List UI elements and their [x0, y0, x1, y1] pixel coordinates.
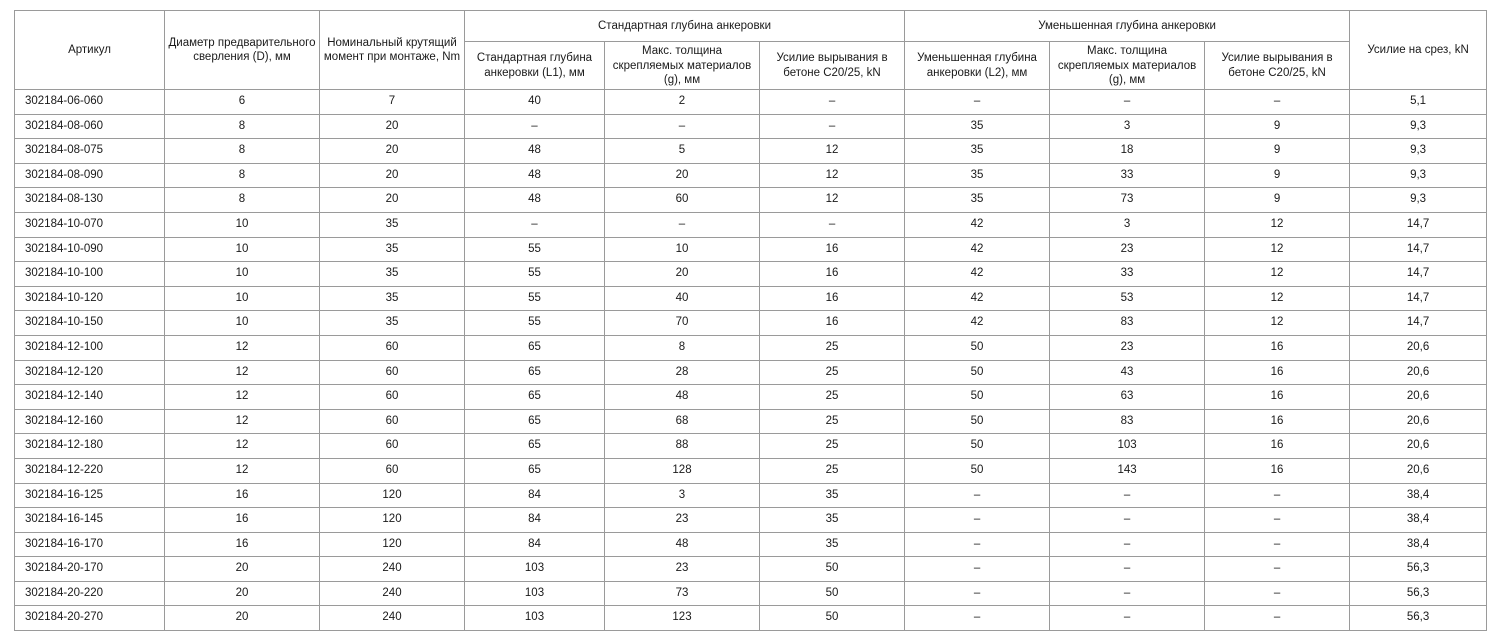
cell-value: –	[905, 581, 1050, 606]
cell-value: 240	[320, 606, 465, 631]
header-row-groups	[15, 11, 1487, 42]
cell-value: 55	[465, 311, 605, 336]
cell-value: 14,7	[1350, 286, 1487, 311]
cell-article: 302184-10-150	[15, 311, 165, 336]
cell-value: 9,3	[1350, 188, 1487, 213]
cell-value: 12	[165, 360, 320, 385]
cell-value: 70	[605, 311, 760, 336]
cell-value: 60	[320, 458, 465, 483]
cell-value: 12	[165, 335, 320, 360]
cell-value: 20,6	[1350, 409, 1487, 434]
cell-value: 8	[605, 335, 760, 360]
cell-value: 28	[605, 360, 760, 385]
cell-value: –	[1205, 606, 1350, 631]
cell-value: 12	[1205, 311, 1350, 336]
cell-value: 9	[1205, 139, 1350, 164]
cell-value: 12	[165, 458, 320, 483]
cell-value: 35	[320, 212, 465, 237]
cell-value: 88	[605, 434, 760, 459]
cell-value: 25	[760, 434, 905, 459]
cell-value: 10	[165, 311, 320, 336]
cell-value: 25	[760, 335, 905, 360]
column-header-article: Артикул	[15, 11, 165, 90]
cell-value: 65	[465, 385, 605, 410]
cell-value: 42	[905, 286, 1050, 311]
cell-value: 60	[320, 434, 465, 459]
cell-value: 42	[905, 311, 1050, 336]
cell-value: 25	[760, 385, 905, 410]
cell-value: 43	[1050, 360, 1205, 385]
cell-value: 25	[760, 458, 905, 483]
cell-value: 240	[320, 581, 465, 606]
cell-value: 60	[320, 335, 465, 360]
cell-value: 10	[165, 286, 320, 311]
cell-value: 42	[905, 237, 1050, 262]
cell-value: 16	[1205, 458, 1350, 483]
cell-value: 55	[465, 237, 605, 262]
cell-value: 35	[905, 114, 1050, 139]
cell-value: 83	[1050, 409, 1205, 434]
cell-value: 20	[320, 163, 465, 188]
cell-value: 16	[760, 237, 905, 262]
cell-value: 103	[1050, 434, 1205, 459]
cell-value: 16	[1205, 385, 1350, 410]
cell-value: 16	[1205, 434, 1350, 459]
cell-value: 14,7	[1350, 311, 1487, 336]
cell-value: 48	[605, 532, 760, 557]
cell-value: 40	[465, 90, 605, 115]
cell-value: 50	[905, 335, 1050, 360]
cell-value: 10	[605, 237, 760, 262]
cell-value: –	[1205, 581, 1350, 606]
cell-value: 103	[465, 557, 605, 582]
cell-value: 20	[605, 163, 760, 188]
cell-value: 9,3	[1350, 139, 1487, 164]
cell-value: 55	[465, 286, 605, 311]
cell-value: 35	[905, 188, 1050, 213]
cell-article: 302184-12-140	[15, 385, 165, 410]
cell-article: 302184-12-120	[15, 360, 165, 385]
cell-article: 302184-12-100	[15, 335, 165, 360]
cell-article: 302184-10-100	[15, 262, 165, 287]
cell-value: 9	[1205, 114, 1350, 139]
cell-value: 123	[605, 606, 760, 631]
table-row	[15, 508, 1487, 533]
cell-value: 65	[465, 360, 605, 385]
table-body	[15, 90, 1487, 631]
cell-article: 302184-12-180	[15, 434, 165, 459]
cell-value: 16	[760, 311, 905, 336]
anchor-specification-table	[14, 10, 1487, 631]
cell-value: 56,3	[1350, 581, 1487, 606]
cell-value: 8	[165, 163, 320, 188]
cell-value: –	[1205, 557, 1350, 582]
cell-article: 302184-08-075	[15, 139, 165, 164]
cell-value: 33	[1050, 163, 1205, 188]
cell-value: 16	[165, 508, 320, 533]
cell-value: –	[905, 606, 1050, 631]
cell-article: 302184-06-060	[15, 90, 165, 115]
cell-value: 48	[605, 385, 760, 410]
table-header	[15, 11, 1487, 90]
cell-value: –	[1205, 90, 1350, 115]
table-row	[15, 581, 1487, 606]
table-row	[15, 188, 1487, 213]
column-header-drill-diameter: Диаметр предварительного сверления (D), мм	[165, 11, 320, 90]
cell-value: 20	[165, 606, 320, 631]
cell-value: 50	[905, 434, 1050, 459]
cell-value: 20,6	[1350, 385, 1487, 410]
cell-value: –	[1205, 508, 1350, 533]
cell-value: 240	[320, 557, 465, 582]
cell-article: 302184-20-220	[15, 581, 165, 606]
cell-value: 35	[320, 262, 465, 287]
cell-value: 83	[1050, 311, 1205, 336]
cell-value: 84	[465, 483, 605, 508]
cell-value: 48	[465, 139, 605, 164]
cell-value: 35	[760, 508, 905, 533]
cell-value: 38,4	[1350, 483, 1487, 508]
cell-value: 50	[760, 606, 905, 631]
cell-value: 5,1	[1350, 90, 1487, 115]
cell-value: 5	[605, 139, 760, 164]
table-row	[15, 237, 1487, 262]
table-row	[15, 311, 1487, 336]
column-header-shear-force: Усилие на срез, kN	[1350, 11, 1487, 90]
cell-article: 302184-16-145	[15, 508, 165, 533]
cell-value: 12	[165, 409, 320, 434]
cell-article: 302184-08-060	[15, 114, 165, 139]
cell-value: 65	[465, 409, 605, 434]
cell-value: 20	[165, 581, 320, 606]
table-row	[15, 557, 1487, 582]
cell-value: 23	[1050, 335, 1205, 360]
cell-value: 65	[465, 434, 605, 459]
table-row	[15, 483, 1487, 508]
cell-value: 35	[905, 163, 1050, 188]
cell-value: 53	[1050, 286, 1205, 311]
cell-value: 7	[320, 90, 465, 115]
cell-article: 302184-20-270	[15, 606, 165, 631]
cell-value: 143	[1050, 458, 1205, 483]
cell-article: 302184-16-170	[15, 532, 165, 557]
cell-value: 60	[320, 385, 465, 410]
cell-value: 38,4	[1350, 508, 1487, 533]
table-row	[15, 385, 1487, 410]
cell-value: 42	[905, 212, 1050, 237]
cell-value: 12	[165, 434, 320, 459]
cell-value: 3	[1050, 114, 1205, 139]
cell-value: 50	[905, 409, 1050, 434]
column-header-standard-anchorage-depth: Стандартная глубина анкеровки (L1), мм	[465, 42, 605, 90]
cell-value: –	[605, 114, 760, 139]
cell-value: 16	[760, 286, 905, 311]
cell-value: –	[605, 212, 760, 237]
cell-value: –	[1205, 483, 1350, 508]
cell-value: 120	[320, 483, 465, 508]
cell-value: –	[465, 212, 605, 237]
cell-value: 103	[465, 581, 605, 606]
cell-value: 55	[465, 262, 605, 287]
cell-value: 10	[165, 212, 320, 237]
cell-value: 20,6	[1350, 434, 1487, 459]
cell-value: 12	[1205, 237, 1350, 262]
cell-value: –	[1050, 606, 1205, 631]
cell-value: 84	[465, 532, 605, 557]
cell-value: 12	[165, 385, 320, 410]
column-header-reduced-anchorage-depth: Уменьшенная глубина анкеровки (L2), мм	[905, 42, 1050, 90]
table-row	[15, 606, 1487, 631]
column-group-reduced-depth: Уменьшенная глубина анкеровки	[905, 11, 1350, 42]
table-row	[15, 90, 1487, 115]
cell-value: 16	[760, 262, 905, 287]
cell-value: 73	[1050, 188, 1205, 213]
cell-article: 302184-10-120	[15, 286, 165, 311]
cell-value: 12	[1205, 286, 1350, 311]
cell-value: 23	[605, 508, 760, 533]
cell-value: 12	[1205, 212, 1350, 237]
cell-value: 14,7	[1350, 237, 1487, 262]
cell-article: 302184-20-170	[15, 557, 165, 582]
cell-value: 73	[605, 581, 760, 606]
cell-value: 35	[320, 311, 465, 336]
cell-value: –	[760, 212, 905, 237]
cell-value: 20	[165, 557, 320, 582]
column-header-reduced-max-thickness: Макс. толщина скрепляемых материалов (g), мм	[1050, 42, 1205, 90]
cell-value: 20	[605, 262, 760, 287]
column-header-reduced-pullout-force: Усилие вырывания в бетоне С20/25, kN	[1205, 42, 1350, 90]
column-header-torque: Номинальный крутящий момент при монтаже, Nm	[320, 11, 465, 90]
cell-article: 302184-12-160	[15, 409, 165, 434]
cell-value: 25	[760, 360, 905, 385]
table-row	[15, 262, 1487, 287]
table-row	[15, 335, 1487, 360]
cell-value: 12	[760, 188, 905, 213]
cell-value: 33	[1050, 262, 1205, 287]
cell-value: 6	[165, 90, 320, 115]
table-row	[15, 360, 1487, 385]
cell-value: 65	[465, 335, 605, 360]
cell-value: 12	[760, 163, 905, 188]
cell-value: 35	[320, 286, 465, 311]
cell-value: 42	[905, 262, 1050, 287]
cell-value: 9,3	[1350, 114, 1487, 139]
cell-value: 40	[605, 286, 760, 311]
cell-value: 10	[165, 262, 320, 287]
cell-value: 38,4	[1350, 532, 1487, 557]
table-row	[15, 212, 1487, 237]
cell-value: 20	[320, 188, 465, 213]
cell-value: –	[905, 532, 1050, 557]
cell-value: 120	[320, 508, 465, 533]
cell-article: 302184-16-125	[15, 483, 165, 508]
cell-article: 302184-10-070	[15, 212, 165, 237]
cell-value: –	[905, 508, 1050, 533]
cell-value: 35	[760, 532, 905, 557]
table-row	[15, 409, 1487, 434]
cell-value: 16	[165, 532, 320, 557]
cell-value: 16	[1205, 335, 1350, 360]
cell-value: 35	[320, 237, 465, 262]
table-row	[15, 163, 1487, 188]
cell-value: –	[1050, 90, 1205, 115]
table-row	[15, 458, 1487, 483]
cell-value: 3	[605, 483, 760, 508]
cell-value: –	[1050, 483, 1205, 508]
cell-value: 8	[165, 114, 320, 139]
cell-value: 20,6	[1350, 335, 1487, 360]
column-group-standard-depth: Стандартная глубина анкеровки	[465, 11, 905, 42]
cell-value: 48	[465, 188, 605, 213]
cell-value: 60	[605, 188, 760, 213]
cell-value: –	[1050, 557, 1205, 582]
cell-value: 35	[760, 483, 905, 508]
cell-value: 16	[1205, 409, 1350, 434]
cell-value: 8	[165, 139, 320, 164]
table-row	[15, 114, 1487, 139]
cell-value: 9,3	[1350, 163, 1487, 188]
cell-value: 48	[465, 163, 605, 188]
cell-value: –	[1205, 532, 1350, 557]
cell-value: –	[1050, 581, 1205, 606]
cell-value: 14,7	[1350, 262, 1487, 287]
cell-value: 120	[320, 532, 465, 557]
table-row	[15, 532, 1487, 557]
cell-value: –	[1050, 532, 1205, 557]
cell-value: 16	[1205, 360, 1350, 385]
cell-value: –	[760, 114, 905, 139]
cell-value: 60	[320, 409, 465, 434]
cell-value: 16	[165, 483, 320, 508]
cell-value: 20,6	[1350, 458, 1487, 483]
table-row	[15, 286, 1487, 311]
cell-value: 60	[320, 360, 465, 385]
cell-value: 2	[605, 90, 760, 115]
cell-value: 23	[605, 557, 760, 582]
cell-value: 9	[1205, 188, 1350, 213]
cell-value: –	[905, 557, 1050, 582]
cell-value: 14,7	[1350, 212, 1487, 237]
cell-value: –	[1050, 508, 1205, 533]
cell-article: 302184-12-220	[15, 458, 165, 483]
cell-value: 35	[905, 139, 1050, 164]
cell-article: 302184-08-130	[15, 188, 165, 213]
cell-value: 56,3	[1350, 557, 1487, 582]
cell-value: 50	[905, 360, 1050, 385]
cell-value: 9	[1205, 163, 1350, 188]
cell-value: 50	[760, 581, 905, 606]
cell-value: 20,6	[1350, 360, 1487, 385]
cell-value: 3	[1050, 212, 1205, 237]
cell-value: 10	[165, 237, 320, 262]
cell-value: 12	[760, 139, 905, 164]
cell-value: 20	[320, 114, 465, 139]
cell-article: 302184-10-090	[15, 237, 165, 262]
table-row	[15, 434, 1487, 459]
cell-article: 302184-08-090	[15, 163, 165, 188]
cell-value: 20	[320, 139, 465, 164]
cell-value: 50	[905, 458, 1050, 483]
cell-value: 65	[465, 458, 605, 483]
cell-value: 50	[905, 385, 1050, 410]
cell-value: 103	[465, 606, 605, 631]
cell-value: 63	[1050, 385, 1205, 410]
cell-value: –	[760, 90, 905, 115]
cell-value: 25	[760, 409, 905, 434]
cell-value: 84	[465, 508, 605, 533]
cell-value: –	[905, 90, 1050, 115]
cell-value: 56,3	[1350, 606, 1487, 631]
column-header-standard-max-thickness: Макс. толщина скрепляемых материалов (g), мм	[605, 42, 760, 90]
cell-value: –	[465, 114, 605, 139]
cell-value: 8	[165, 188, 320, 213]
cell-value: 68	[605, 409, 760, 434]
cell-value: 18	[1050, 139, 1205, 164]
column-header-standard-pullout-force: Усилие вырывания в бетоне С20/25, kN	[760, 42, 905, 90]
table-row	[15, 139, 1487, 164]
cell-value: 50	[760, 557, 905, 582]
cell-value: –	[905, 483, 1050, 508]
cell-value: 12	[1205, 262, 1350, 287]
cell-value: 23	[1050, 237, 1205, 262]
cell-value: 128	[605, 458, 760, 483]
